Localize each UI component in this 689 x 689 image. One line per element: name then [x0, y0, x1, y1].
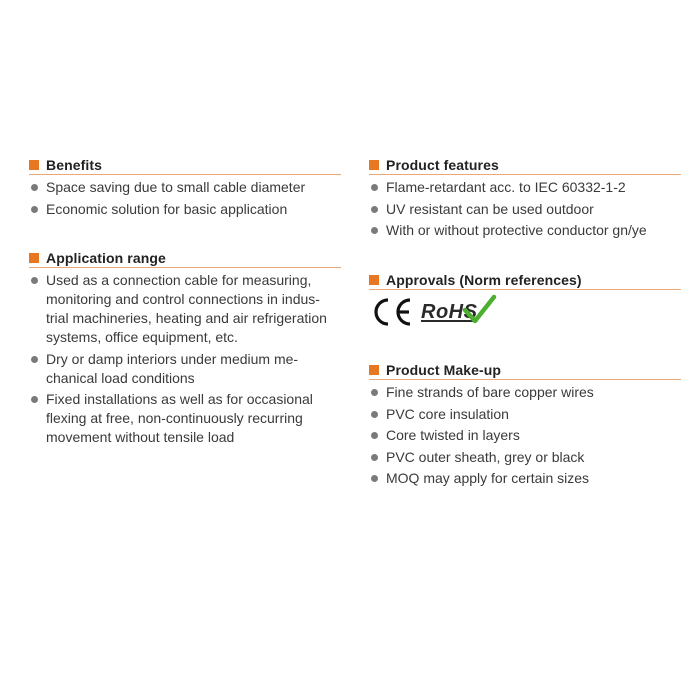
list-item: [369, 469, 681, 488]
list-item-text: PVC outer sheath, grey or black: [386, 448, 585, 465]
list-item-text: Core twisted in layers: [386, 427, 520, 443]
orange-square-icon: [369, 275, 379, 285]
features-section: [369, 157, 681, 243]
makeup-header: [369, 362, 681, 380]
list-item-text: MOQ may apply for certain sizes: [386, 470, 590, 486]
list-item-text: Used as a connection cable for measuring,: [46, 272, 312, 288]
list-item: [369, 221, 681, 240]
ce-mark-icon: [371, 297, 413, 327]
list-item: [369, 200, 681, 219]
bullet-icon: [31, 184, 38, 191]
approvals-header: [369, 272, 681, 290]
bullet-icon: [371, 184, 378, 191]
section-title: Benefits: [46, 157, 103, 173]
bullet-icon: [31, 277, 38, 284]
list-item-text: chanical load conditions: [46, 369, 195, 386]
list-item-text: PVC core insulation: [386, 405, 509, 422]
list-item: [369, 178, 681, 197]
list-item: [29, 271, 341, 347]
list-item-text: With or without protective conductor gn/ye: [386, 222, 647, 238]
benefits-header: [29, 157, 341, 175]
rohs-logo: [421, 296, 477, 328]
section-title: Product features: [386, 157, 499, 173]
list-item-text: Economic solution for basic application: [46, 200, 288, 217]
section-title: Product Make-up: [386, 362, 502, 378]
orange-square-icon: [29, 253, 39, 263]
list-item-text: UV resistant can be used outdoor: [386, 200, 594, 217]
list-item-text: Flame-retardant acc. to IEC 60332-1-2: [386, 179, 626, 195]
list-item: [369, 383, 681, 402]
section-title: Approvals (Norm references): [386, 272, 582, 288]
benefits-section: [29, 157, 341, 221]
bullet-icon: [371, 432, 378, 439]
features-header: [369, 157, 681, 175]
list-item: [29, 390, 341, 447]
application-list: [29, 271, 341, 447]
list-item: [369, 448, 681, 467]
orange-square-icon: [369, 160, 379, 170]
bullet-icon: [371, 454, 378, 461]
list-item: [29, 350, 341, 388]
bullet-icon: [371, 389, 378, 396]
certification-logos: [371, 296, 681, 328]
list-item-text: movement without tensile load: [46, 429, 235, 445]
bullet-icon: [31, 206, 38, 213]
orange-square-icon: [369, 365, 379, 375]
list-item-text: Dry or damp interiors under medium me-: [46, 350, 299, 367]
list-item-text: Fine strands of bare copper wires: [386, 384, 594, 400]
makeup-section: [369, 362, 681, 491]
makeup-list: [369, 383, 681, 488]
section-title: Application range: [46, 250, 166, 266]
list-item-text: trial machineries, heating and air refrigeration: [46, 310, 327, 326]
list-item: [29, 200, 341, 219]
checkmark-icon: [459, 294, 497, 326]
list-item-text: systems, office equipment, etc.: [46, 329, 238, 345]
rohs-logo-text: RoHS: [421, 300, 478, 323]
bullet-icon: [31, 396, 38, 403]
list-item: [369, 426, 681, 445]
bullet-icon: [371, 475, 378, 482]
bullet-icon: [371, 227, 378, 234]
approvals-section: [369, 272, 681, 328]
bullet-icon: [31, 356, 38, 363]
list-item: [369, 405, 681, 424]
features-list: [369, 178, 681, 240]
orange-square-icon: [29, 160, 39, 170]
application-section: [29, 250, 341, 450]
list-item-text: Space saving due to small cable diameter: [46, 179, 306, 195]
list-item-text: monitoring and control connections in indus-: [46, 291, 320, 307]
bullet-icon: [371, 411, 378, 418]
application-header: [29, 250, 341, 268]
list-item-text: Fixed installations as well as for occasional: [46, 391, 313, 407]
list-item-text: flexing at free, non-continuously recurring: [46, 410, 303, 426]
benefits-list: [29, 178, 341, 219]
bullet-icon: [371, 206, 378, 213]
list-item: [29, 178, 341, 197]
